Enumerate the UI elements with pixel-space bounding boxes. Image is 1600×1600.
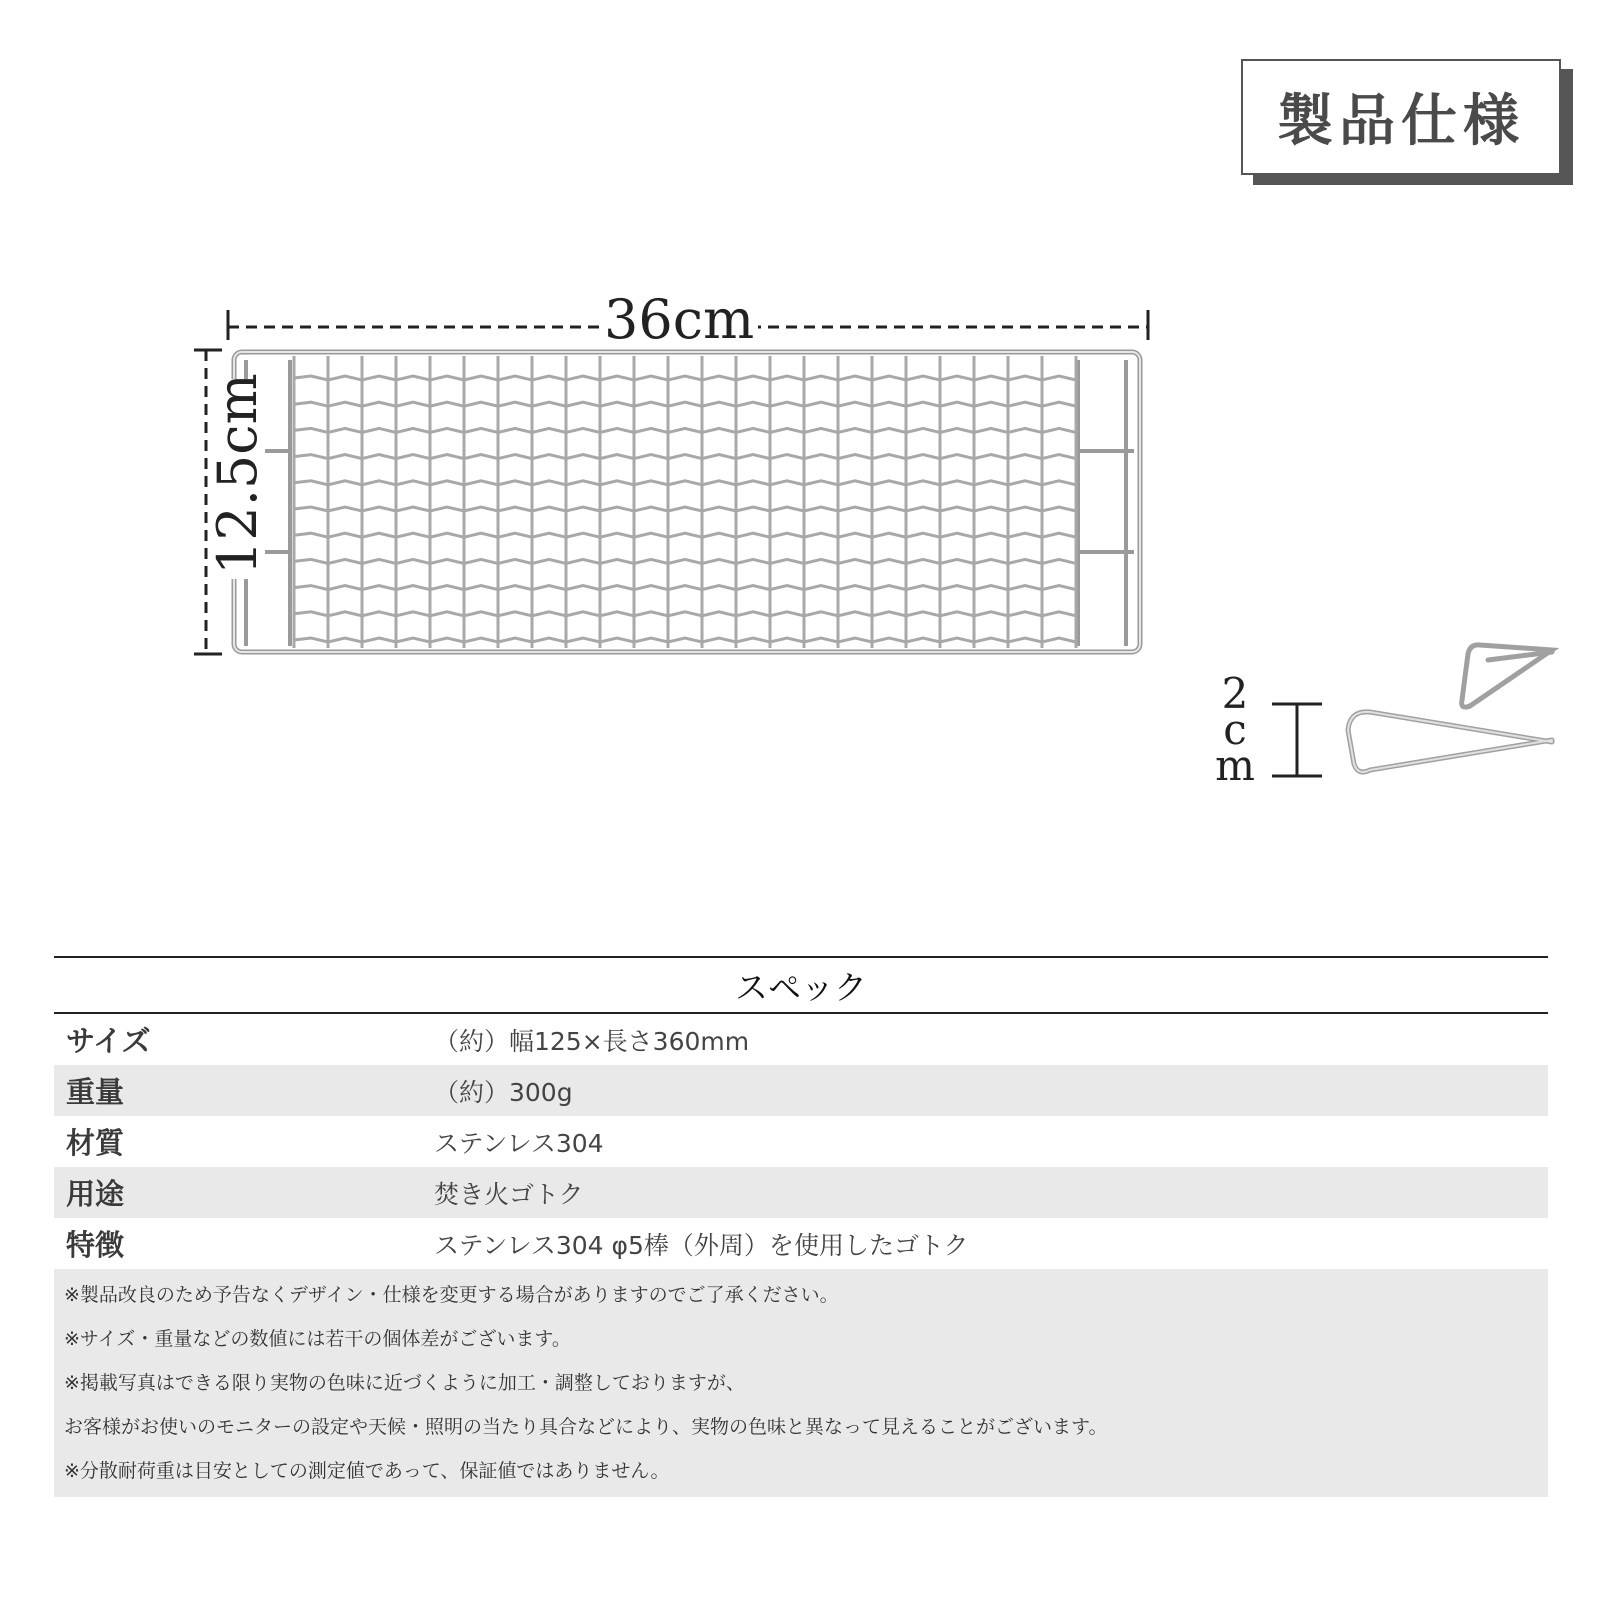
spec-table — [54, 956, 1548, 1497]
note-item: お客様がお使いのモニターの設定や天候・照明の当たり具合などにより、実物の色味と異なって見えることがございます。 — [64, 1415, 1108, 1438]
grate-frame-highlight — [234, 352, 1140, 652]
spec-value: 焚き火ゴトク — [434, 1179, 584, 1209]
spec-value: ステンレス304 φ5棒（外周）を使用したゴトク — [434, 1230, 969, 1260]
height-label: 12.5cm — [211, 379, 265, 579]
mesh-wire-horizontal — [294, 612, 1076, 616]
spec-row-material — [54, 1116, 1548, 1167]
spec-row-weight — [54, 1065, 1548, 1116]
spec-label: 材質 — [66, 1126, 125, 1160]
grate-frame — [234, 352, 1140, 652]
mesh-wire-horizontal — [294, 376, 1076, 380]
spec-label: 用途 — [66, 1177, 125, 1211]
side-view-detail — [1348, 645, 1552, 772]
spec-value: （約）300g — [434, 1077, 573, 1107]
spec-header-text: スペック — [735, 967, 867, 1007]
spec-value: （約）幅125×長さ360mm — [434, 1026, 750, 1056]
spec-row-feature — [54, 1218, 1548, 1269]
right-handle — [1078, 360, 1134, 646]
spec-notes — [54, 1269, 1548, 1497]
note-item: ※分散耐荷重は目安としての測定値であって、保証値ではありません。 — [64, 1459, 670, 1482]
side-view-detail-inner — [1348, 712, 1552, 772]
mesh-wire-horizontal — [294, 638, 1076, 642]
mesh-wire-horizontal — [294, 507, 1076, 511]
spec-label: 重量 — [66, 1075, 125, 1109]
mesh-wire-horizontal — [294, 533, 1076, 537]
spec-label: サイズ — [66, 1024, 151, 1058]
spec-row-usage — [54, 1167, 1548, 1218]
depth-label: 2 c m — [1210, 676, 1260, 784]
title-badge-text: 製品仕様 — [1277, 89, 1525, 154]
mesh-wire-horizontal — [294, 559, 1076, 563]
spec-row-size — [54, 1014, 1548, 1065]
mesh-wire-horizontal — [294, 455, 1076, 459]
mesh-wire-horizontal — [294, 402, 1076, 406]
mesh-wire-horizontal — [294, 428, 1076, 432]
mesh-wire-horizontal — [294, 481, 1076, 485]
depth-dimension-line — [1272, 704, 1322, 776]
grate-mesh — [294, 356, 1076, 648]
mesh-wire-horizontal — [294, 586, 1076, 590]
note-item: ※サイズ・重量などの数値には若干の個体差がございます。 — [64, 1327, 571, 1350]
note-item: ※製品改良のため予告なくデザイン・仕様を変更する場合がありますのでご了承ください。 — [64, 1283, 839, 1306]
spec-header — [54, 956, 1548, 1014]
note-item: ※掲載写真はできる限り実物の色味に近づくように加工・調整しておりますが、 — [64, 1371, 745, 1394]
spec-label: 特徴 — [66, 1228, 125, 1262]
width-label: 36cm — [600, 293, 758, 347]
spec-value: ステンレス304 — [434, 1128, 604, 1158]
